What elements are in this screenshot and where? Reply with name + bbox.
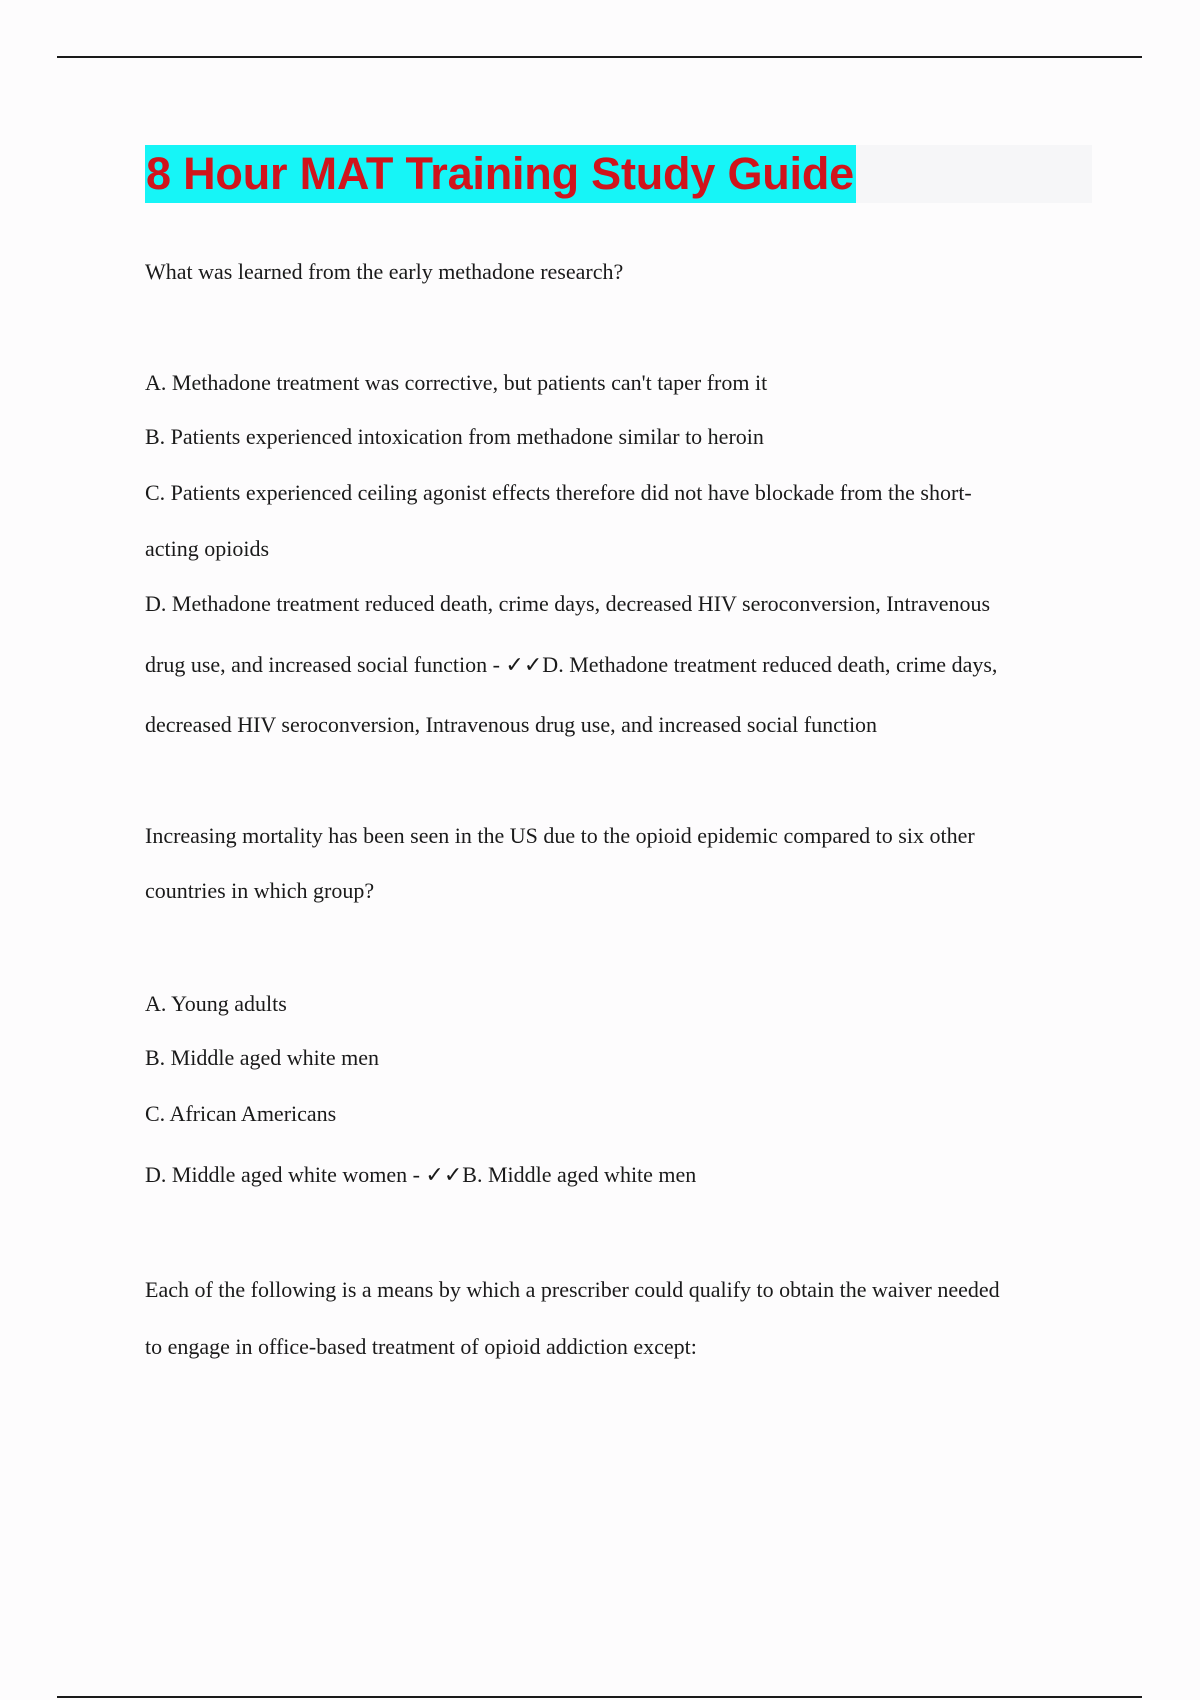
document-title: 8 Hour MAT Training Study Guide [145, 145, 856, 203]
question-2-prompt-cont: countries in which group? [145, 878, 375, 903]
question-2-option-a: A. Young adults [145, 991, 287, 1016]
question-2-option-b: B. Middle aged white men [145, 1045, 380, 1070]
question-2-prompt: Increasing mortality has been seen in the US due to the opioid epidemic compared to six other [145, 823, 975, 848]
question-1-option-d: D. Methadone treatment reduced death, crime days, decreased HIV seroconversion, Intravenous [145, 591, 991, 616]
question-1-answer-line-2: decreased HIV seroconversion, Intravenous drug use, and increased social function [145, 712, 878, 737]
question-3-prompt-cont: to engage in office-based treatment of opioid addiction except: [145, 1334, 697, 1359]
header-rule [57, 56, 1142, 58]
question-2-option-d: D. Middle aged white women - ✓✓B. Middle aged white men [145, 1162, 697, 1187]
question-3-prompt: Each of the following is a means by which a prescriber could qualify to obtain the waiver needed [145, 1277, 1000, 1302]
question-1-answer-line-1: drug use, and increased social function - ✓✓D. Methadone treatment reduced death, crime days, [145, 652, 998, 677]
question-1-option-c: C. Patients experienced ceiling agonist effects therefore did not have blockade from the short- [145, 480, 972, 505]
question-1-option-a: A. Methadone treatment was corrective, but patients can't taper from it [145, 370, 768, 395]
question-1-option-b: B. Patients experienced intoxication from methadone similar to heroin [145, 424, 764, 449]
question-1-option-c-cont: acting opioids [145, 536, 270, 561]
footer-rule [57, 1696, 1142, 1698]
question-2-option-c: C. African Americans [145, 1101, 337, 1126]
question-1-prompt: What was learned from the early methadone research? [145, 259, 624, 284]
